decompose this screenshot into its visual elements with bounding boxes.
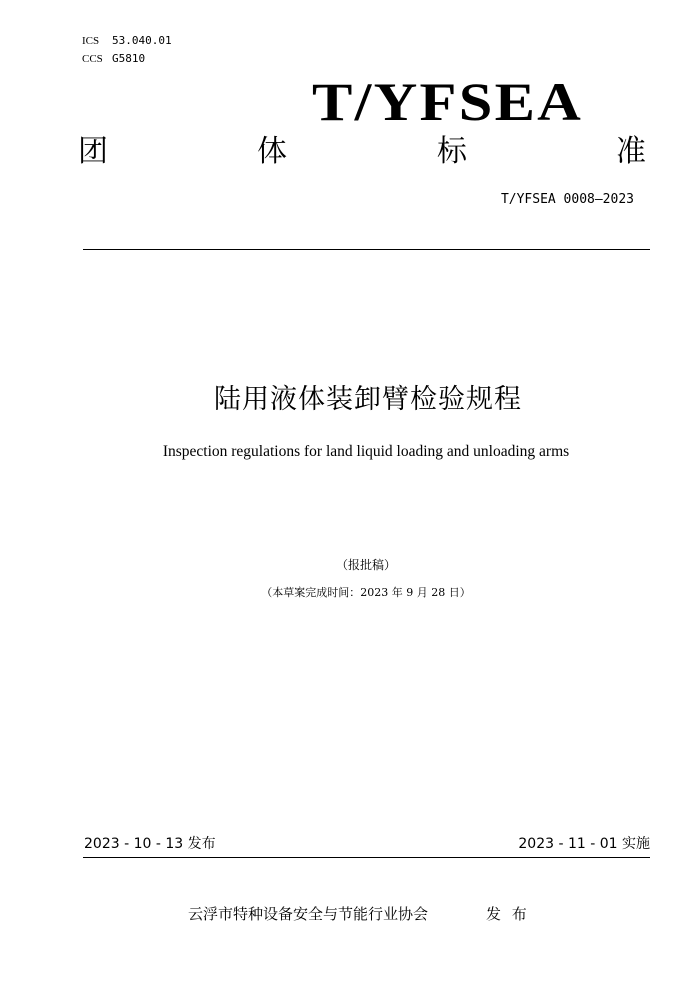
effective-date: 2023 - 11 - 01 实施 — [518, 836, 650, 852]
ccs-label: CCS — [82, 53, 103, 65]
standard-type-char-2: 体 — [257, 134, 287, 169]
footer-divider — [83, 857, 650, 858]
ics-code: 53.040.01 — [112, 34, 172, 47]
draft-status-label: （报批稿） — [335, 558, 396, 572]
document-title-en: Inspection regulations for land liquid loading and unloading arms — [162, 443, 570, 460]
release-date: 2023 - 10 - 13 发布 — [84, 836, 216, 852]
standard-type-char-1: 团 — [78, 134, 108, 169]
association-logo: T/YFSEA — [312, 72, 584, 132]
header-divider — [83, 249, 650, 250]
standard-number: T/YFSEA 0008—2023 — [500, 192, 634, 207]
document-title-zh: 陆用液体装卸臂检验规程 — [214, 384, 522, 415]
ccs-code: G5810 — [112, 52, 146, 65]
ics-line — [82, 34, 172, 48]
draft-completion-date: （本草案完成时间：2023 年 9 月 28 日） — [261, 586, 471, 599]
ccs-line — [82, 52, 145, 66]
publisher-name: 云浮市特种设备安全与节能行业协会 — [188, 905, 429, 923]
standard-type-char-3: 标 — [437, 134, 467, 169]
publish-label: 发 布 — [486, 905, 527, 923]
ics-label: ICS — [82, 35, 100, 47]
standard-type-char-4: 准 — [616, 134, 646, 169]
